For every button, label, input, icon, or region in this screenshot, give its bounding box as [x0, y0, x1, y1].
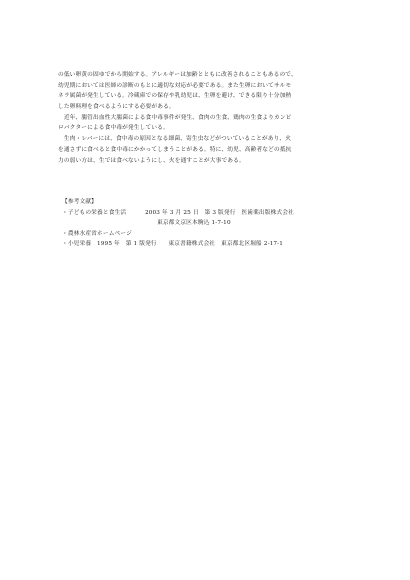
- reference-title: ・小児栄養 1995 年 第 1 版発行 東京書籍株式会社 東京都北区堀船 2-17-1: [62, 241, 284, 248]
- reference-item: [62, 208, 362, 219]
- body-text: [58, 70, 358, 166]
- body-line: 力の弱い方は、生では食べないようにし、火を通すことが大事である。: [58, 157, 245, 164]
- body-line: 生肉・レバーには、食中毒の原因となる細菌、寄生虫などがついていることがあり、火: [58, 136, 292, 143]
- references-heading-text: 【参考文献】: [62, 199, 98, 205]
- body-line: した卵料理を食べるようにする必要がある。: [58, 104, 175, 111]
- body-line: を通さずに食べると食中毒にかかってしまうことがある。特に、幼児、高齢者などの抵抗: [58, 146, 292, 153]
- reference-title: ・子どもの栄養と食生活: [62, 209, 127, 216]
- reference-title: ・農林水産省ホームページ: [62, 230, 132, 237]
- references-section: [62, 197, 362, 250]
- body-line: 幼児期においては医師の診断のもとに適切な対応が必要である。また生卵においてサルモ: [58, 82, 292, 89]
- body-line: ネラ属菌が発生している。冷蔵庫での保存や乳幼児は、生卵を避け、できる限り十分加熱: [58, 93, 292, 100]
- body-line: ロバクターによる食中毒が発生している。: [58, 125, 169, 132]
- references-heading: [62, 197, 362, 208]
- body-line: の低い卵黄の固ゆでから開始する。アレルギーは加齢とともに改善されることもあるので、: [58, 72, 297, 78]
- reference-address: 東京都文京区本駒込 1-7-10: [157, 220, 231, 227]
- reference-item: [62, 239, 362, 250]
- reference-detail: 2003 年 3 月 25 日 第 3 版発行 医歯薬出版株式会社: [145, 209, 294, 216]
- reference-address-row: [62, 218, 362, 229]
- body-line: 近年、腸管出血性大腸菌による食中毒事件が発生、食肉の生食、鶏肉の生食よりカンピ: [58, 114, 292, 121]
- reference-item: [62, 229, 362, 240]
